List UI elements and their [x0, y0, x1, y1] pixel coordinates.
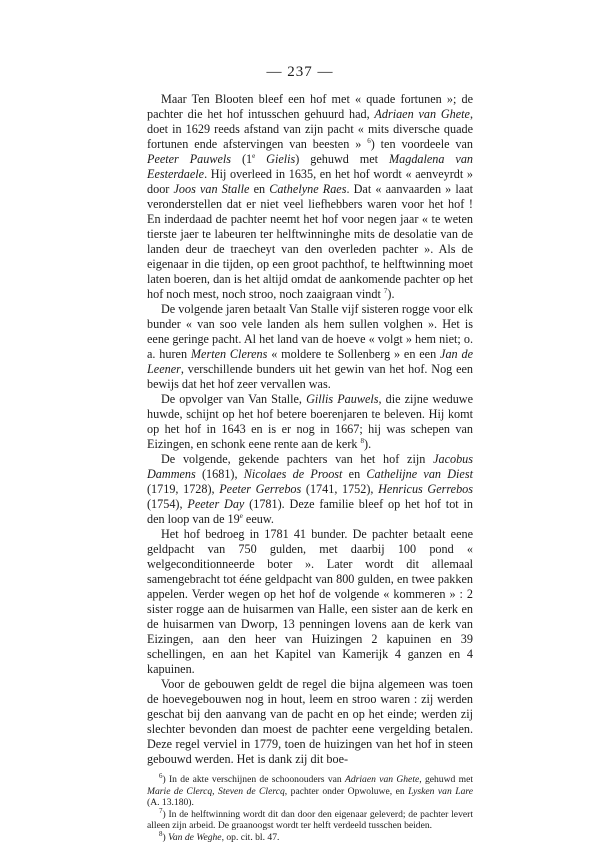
note-marker: 8 — [159, 829, 163, 838]
text-run: , gehuwd met — [419, 774, 473, 785]
text-run: , pachter onder Opwoluwe, en — [284, 785, 409, 797]
paragraph-ten-blooten — [147, 92, 473, 302]
text-run: ) — [162, 831, 169, 843]
note-marker: 8 — [360, 436, 365, 445]
text-run: en — [249, 182, 270, 196]
text-run: eeuw. — [242, 512, 274, 526]
text-run: De opvolger van Van Stalle, — [161, 392, 307, 406]
italic-name: Merten Clerens — [190, 347, 268, 361]
italic-name: Marie de Clercq, Steven de Clercq — [147, 785, 285, 797]
italic-name: Gillis Pauwels — [306, 392, 379, 406]
text-run: . Dat « aanvaarden » laat veronderstellen dat er niet veel liefhebbers waren voor het hof ! En inderdaad de pachter neemt het hof voor negen jaar « te weten tierste jaer te labeuren ter helftwinninghe mits de desolatie van de landen deur de traecheyt van den overleden pachter ». Als de eigenaar in die tijden, op een groot pachthof, te helftwinning moet laten boeren, dan is het altijd omdat de aankomende pachter op het hof noch mest, noch stroo, noch zaaigraan vindt — [147, 182, 473, 301]
paragraph-van-stalle — [147, 302, 473, 392]
italic-name: Henricus Gerrebos — [378, 482, 474, 496]
paragraph-later-pachters — [147, 452, 473, 527]
text-run: en — [342, 467, 367, 481]
text-run: (1719, 1728), — [147, 482, 220, 496]
italic-name: Peeter Gerrebos — [219, 482, 302, 496]
italic-name: Adriaen van Ghete — [344, 774, 420, 785]
text-run: ) In de helftwinning wordt dit dan door den eigenaar geleverd; de pachter levert alleen zijn arbeid. De graanoogst wordt ter helft verdeeld tusschen beiden. — [147, 808, 473, 831]
note-marker: 7 — [383, 286, 388, 295]
italic-name: Jan de Leener — [147, 347, 473, 376]
text-run: Maar Ten Blooten bleef een hof met « quade fortunen »; de pachter die het hof intusschen gehuurd had, — [147, 92, 473, 121]
paragraph-gillis-pauwels — [147, 392, 473, 452]
italic-name: Cathelyne Raes — [269, 182, 347, 196]
paragraph-gebouwen — [147, 677, 473, 767]
text-run: , verschillende bunders uit het gewin van het hof. Nog een bewijs dat het hof zeer vervallen was. — [147, 362, 473, 391]
footnote-6 — [147, 771, 473, 809]
italic-name: Lysken van Lare — [408, 785, 473, 797]
footnote-7 — [147, 806, 473, 832]
italic-name: Cathelijne van Diest — [366, 467, 473, 481]
text-run: ). — [387, 287, 395, 301]
text-run: Voor de gebouwen geldt de regel die bijna algemeen was toen de hoevegebouwen nog in hout, leem en stroo waren : zij werden geschat bij den aanvang van de pacht en op het einde; werden zij slechter bevonden dan moest de pachter eene vergelding betalen. Deze regel verviel in 1779, toen de huizingen van het hof in steen gebouwd werden. Het is dank zij dit boe- — [147, 677, 473, 766]
page-number: — 237 — — [266, 64, 334, 80]
text-run: (1681), — [195, 467, 244, 481]
text-run: , doet in 1629 reeds afstand van zijn pacht « mits diversche quade fortunen ende afstervingen van beesten » — [147, 107, 473, 151]
text-run: (1 — [231, 152, 253, 166]
italic-name: Nicolaes de Proost — [243, 467, 343, 481]
italic-name: Joos van Stalle — [173, 182, 250, 196]
italic-name: Peeter Pauwels — [147, 152, 232, 166]
text-run: ) ten voordeele van — [370, 137, 474, 151]
text-run — [255, 152, 266, 166]
text-run: (1781). Deze familie bleef op het hof tot in den loop van de 19 — [147, 497, 473, 526]
italic-name: Adriaen van Ghete — [374, 107, 470, 121]
text-run: ) gehuwd met — [295, 152, 389, 166]
text-run: , op. cit. bl. 47. — [221, 831, 280, 843]
note-marker: e — [252, 151, 256, 160]
text-run: (A. 13.180). — [147, 797, 194, 808]
text-run: (1754), — [147, 497, 188, 511]
italic-name: Jacobus Dammens — [147, 452, 473, 481]
text-run: Het hof bedroeg in 1781 41 bunder. De pachter betaalt eene geldpacht van 750 gulden, met daarbij 100 pond « welgeconditionneerde boter ». Later wordt dit allemaal samengebracht tot ééne geldpacht van 800 gulden, en twee pakken appelen. Verder wegen op het hof de volgende « kommeren » : 2 sister rogge aan de huisarmen van Halle, een sister aan de kerk en de huisarmen van Dworp, 13 penningen lovens aan de kerk van Eizingen, aan den heer van Huizingen 2 kapuinen en 39 schellingen, en aan het Kapitel van Kamerijk 4 ganzen en 4 kapuinen. — [147, 527, 473, 676]
text-run: ). — [364, 437, 372, 451]
italic-name: Van de Weghe — [168, 831, 222, 843]
text-run: De volgende, gekende pachters van het hof zijn — [161, 452, 434, 466]
note-marker: e — [239, 511, 243, 520]
page-body — [147, 92, 473, 843]
italic-name: Gielis — [266, 152, 296, 166]
italic-name: Magdalena van Eesterdaele — [147, 152, 474, 181]
note-marker: 7 — [159, 806, 163, 815]
text-run: . Hij overleed in 1635, en het hof wordt « aenveyrdt » door — [147, 167, 473, 196]
text-run: ) In de akte verschijnen de schoonouders van — [162, 774, 345, 785]
note-marker: 6 — [159, 771, 163, 780]
footnotes — [147, 771, 473, 843]
note-marker: 6 — [367, 136, 371, 145]
footnote-8 — [147, 829, 473, 844]
paragraph-hof-1781 — [147, 527, 473, 677]
text-run: , die zijne weduwe huwde, schijnt op het hof betere boerenjaren te beleven. Hij komt op het hof in 1643 en is er nog in 1667; hij was schepen van Eizingen, en schonk eene rente aan de kerk — [147, 392, 473, 451]
text-run: « moldere te Sollenberg » en een — [267, 347, 441, 361]
text-run: De volgende jaren betaalt Van Stalle vijf sisteren rogge voor elk bunder « van soo vele landen als hem sullen volghen ». Het is eene geringe pacht. Al het land van de hoeve « volgt » hem niet; o. a. huren — [147, 302, 473, 361]
text-run: (1741, 1752), — [301, 482, 379, 496]
italic-name: Peeter Day — [187, 497, 245, 511]
